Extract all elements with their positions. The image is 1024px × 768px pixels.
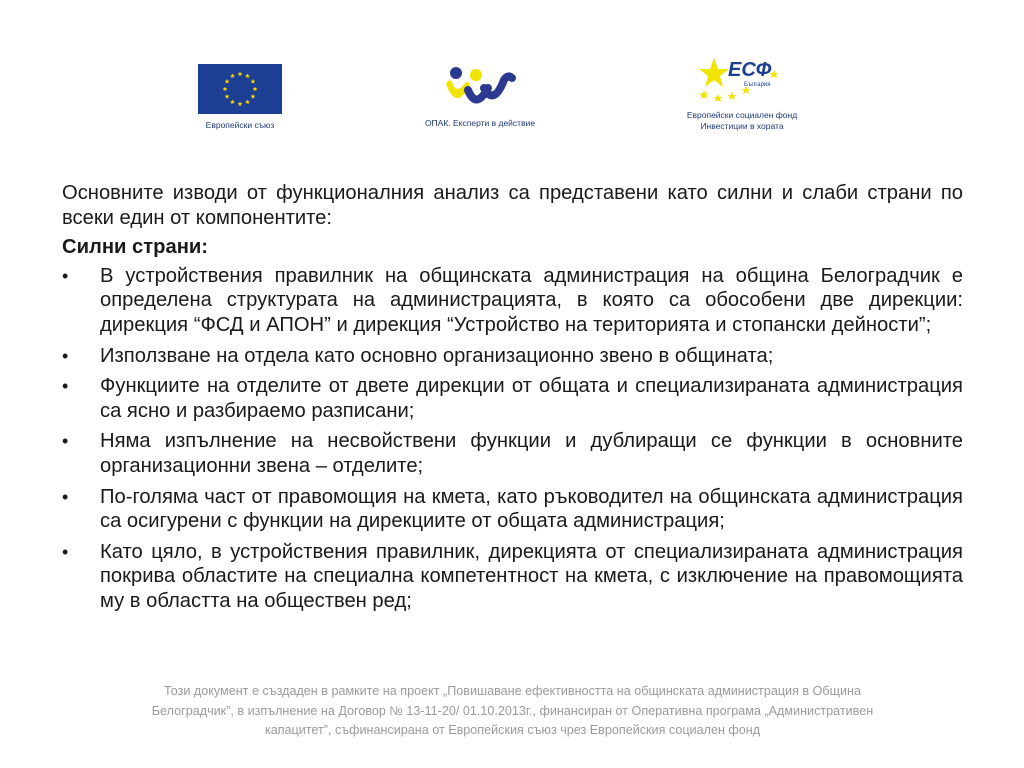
list-item xyxy=(62,540,963,614)
list-item-text: По-голяма част от правомощия на кмета, като ръководител на общинската администрация са осигурени с функции на дирекциите от общата администрация; xyxy=(100,485,963,533)
esf-brand-text: ЕСФ xyxy=(728,59,772,81)
list-item-text: Функциите на отделите от двете дирекции от общата и специализираната администрация са ясно и разбираемо разписани; xyxy=(100,375,963,422)
list-item xyxy=(62,344,963,369)
intro-paragraph: Основните изводи от функционалния анализ са представени като силни и слаби страни по всеки един от компонентите: xyxy=(62,182,963,229)
esf-country-text: България xyxy=(744,82,771,88)
opak-caption: ОПАК. Експерти в действие xyxy=(424,118,536,128)
bullet-icon: • xyxy=(62,265,69,286)
footer-line: капацитет”, съфинансирана от Европейския съюз чрез Европейския социален фонд xyxy=(264,723,761,737)
list-item xyxy=(62,485,963,534)
list-item-text: В устройствения правилник на общинската администрация на община Белоградчик е определена структурата на администрацията, в която са обособени две дирекции: дирекция “ФСД и АПОН” и дирекция “Устройство на територията и стопански дейности”; xyxy=(100,264,963,336)
list-item-text: Като цяло, в устройствения правилник, дирекцията от специализираната администрация покрива областите на специална компетентност на кмета, с изключение на правомощията му в областта на обществен ред; xyxy=(100,540,963,612)
list-item xyxy=(62,374,963,423)
list-item-text: Използване на отдела като основно организационно звено в общината; xyxy=(100,344,774,367)
eu-caption: Европейски съюз xyxy=(205,120,275,130)
bullet-icon: • xyxy=(62,345,69,366)
bullet-icon: • xyxy=(62,431,69,452)
eu-logo xyxy=(188,64,292,131)
esf-logo xyxy=(668,56,816,132)
bullet-icon: • xyxy=(62,376,69,397)
esf-caption-line2: Инвестиции в хората xyxy=(700,121,784,131)
opak-people-icon xyxy=(442,66,518,110)
opak-logo xyxy=(404,66,556,129)
footer-line: Белоградчик”, в изпълнение на Договор № 13-11-20/ 01.10.2013г., финансиран от Оперативна програма „Административен xyxy=(151,703,874,718)
list-item-text: Няма изпълнение на несвойствени функции и дублиращи се функции в основните организационни звена – отделите; xyxy=(100,430,963,477)
eu-flag-icon xyxy=(198,64,282,114)
esf-caption-line1: Европейски социален фонд xyxy=(686,110,798,120)
strengths-heading: Силни страни: xyxy=(62,236,209,259)
footer-line: Този документ е създаден в рамките на проект „Повишаване ефективността на общинската администрация в Община xyxy=(164,684,861,698)
footer-note xyxy=(62,682,963,741)
esf-emblem-icon xyxy=(692,56,792,102)
list-item xyxy=(62,429,963,478)
strengths-list xyxy=(62,264,963,614)
bullet-icon: • xyxy=(62,541,69,562)
list-item xyxy=(62,264,963,338)
bullet-icon: • xyxy=(62,486,69,507)
main-content xyxy=(62,181,963,620)
